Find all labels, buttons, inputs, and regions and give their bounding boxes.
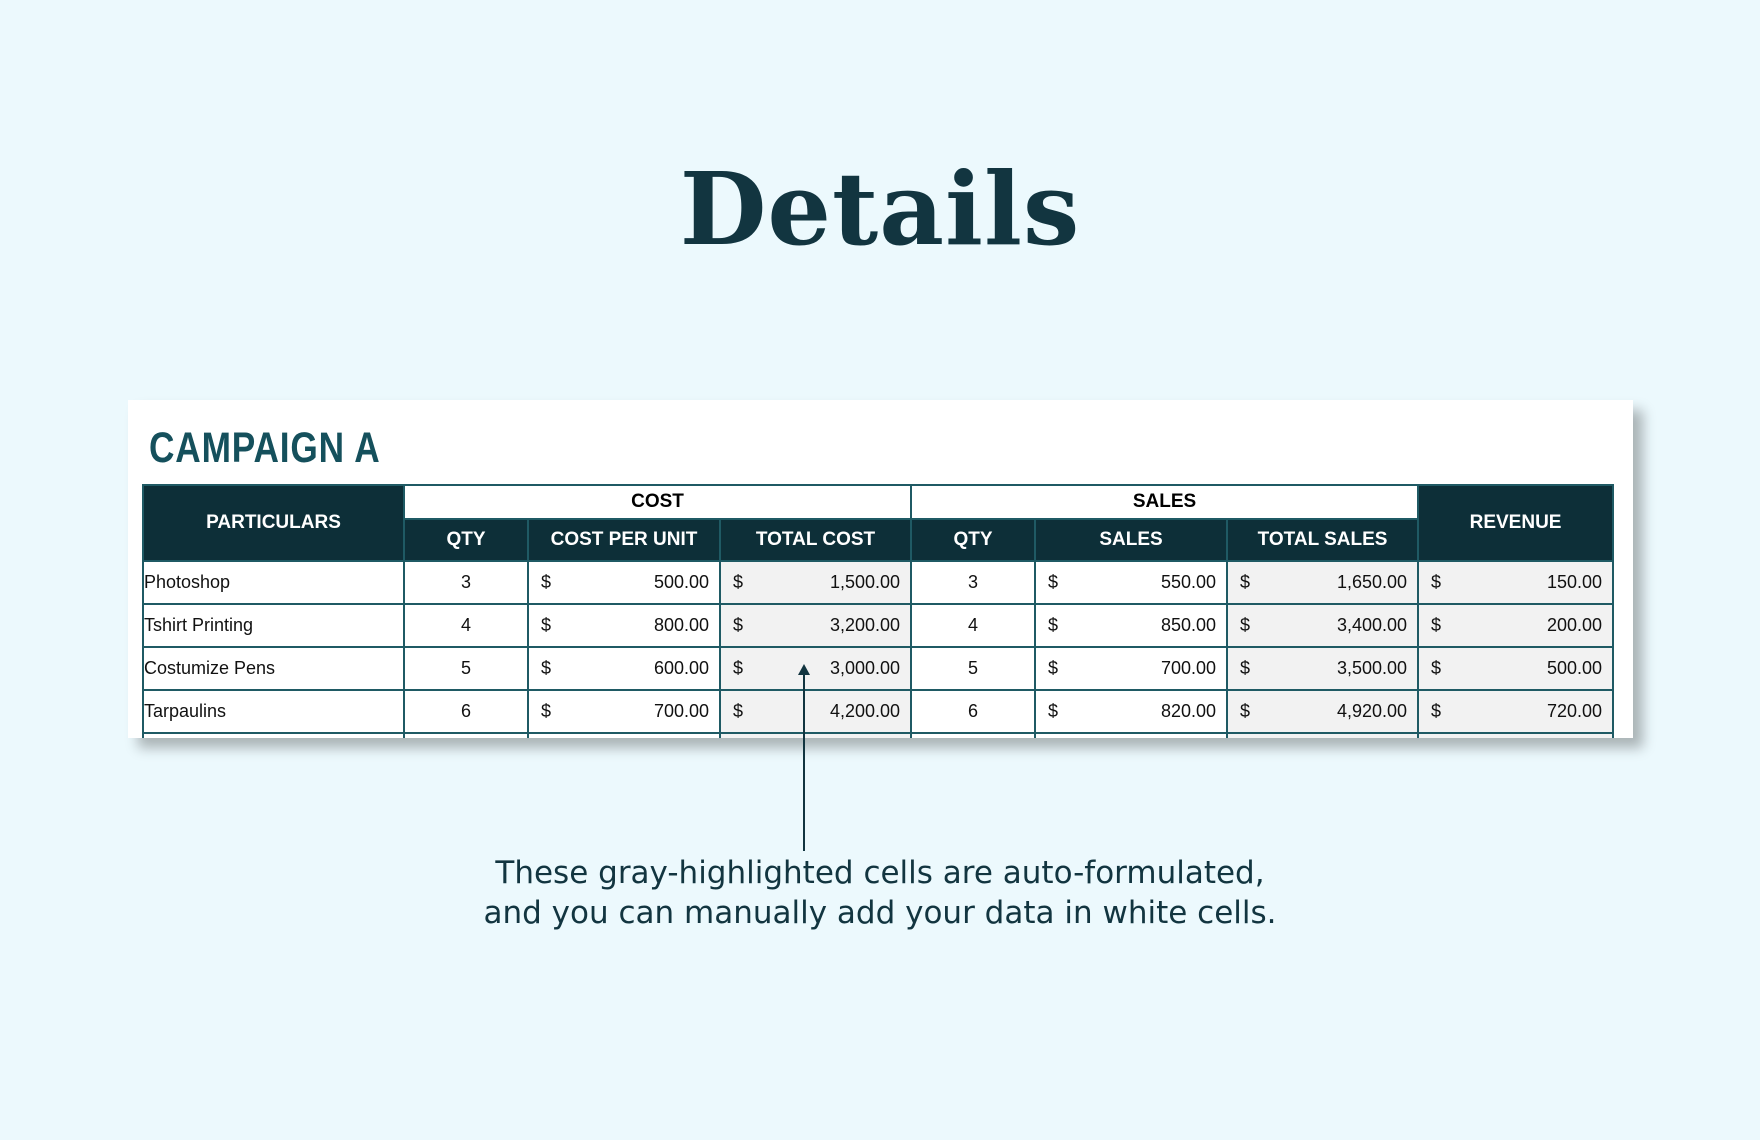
campaign-table — [142, 484, 1614, 738]
currency-symbol: $ — [1048, 701, 1059, 721]
cell-empty[interactable] — [1418, 733, 1613, 738]
cell-value: 550.00 — [1160, 572, 1217, 592]
cell-total-cost[interactable] — [720, 561, 911, 604]
table-row — [143, 561, 1613, 604]
currency-symbol: $ — [1240, 615, 1251, 635]
cell-revenue[interactable] — [1418, 561, 1613, 604]
cell-value: 820.00 — [1160, 701, 1217, 721]
currency-symbol: $ — [733, 658, 744, 678]
cell-total-sales[interactable] — [1227, 647, 1418, 690]
cell-particulars[interactable]: Tshirt Printing — [143, 604, 404, 647]
currency-symbol: $ — [733, 615, 744, 635]
cell-sales[interactable] — [1035, 647, 1227, 690]
annotation-line-2: and you can manually add your data in white cells. — [483, 895, 1277, 931]
cell-particulars[interactable]: Tarpaulins — [143, 690, 404, 733]
header-total-cost[interactable]: TOTAL COST — [720, 519, 911, 561]
currency-symbol: $ — [1240, 658, 1251, 678]
currency-symbol: $ — [733, 701, 744, 721]
cell-value: 150.00 — [1546, 572, 1603, 592]
cell-total-sales[interactable] — [1227, 561, 1418, 604]
cell-cost-per-unit[interactable] — [528, 647, 720, 690]
table-row-partial — [143, 733, 1613, 738]
currency-symbol: $ — [1431, 701, 1442, 721]
currency-symbol: $ — [1431, 572, 1442, 592]
cell-sales[interactable] — [1035, 604, 1227, 647]
spreadsheet-panel — [128, 400, 1633, 738]
cell-empty[interactable] — [404, 733, 528, 738]
cell-value: 700.00 — [653, 701, 709, 721]
currency-symbol: $ — [1431, 658, 1442, 678]
cell-value: 4,920.00 — [1336, 701, 1408, 721]
cell-total-sales[interactable] — [1227, 690, 1418, 733]
annotation-line-1: These gray-highlighted cells are auto-formulated, — [495, 855, 1265, 891]
cell-value: 600.00 — [653, 658, 709, 678]
header-particulars[interactable]: PARTICULARS — [143, 485, 404, 561]
cell-sales[interactable] — [1035, 561, 1227, 604]
header-sales-qty[interactable]: QTY — [911, 519, 1035, 561]
cell-cost-per-unit[interactable] — [528, 690, 720, 733]
header-revenue[interactable]: REVENUE — [1418, 485, 1613, 561]
cell-value: 800.00 — [653, 615, 709, 635]
header-total-sales[interactable]: TOTAL SALES — [1227, 519, 1418, 561]
cell-empty[interactable] — [528, 733, 720, 738]
cell-qty[interactable]: 4 — [404, 604, 528, 647]
cell-value: 720.00 — [1546, 701, 1603, 721]
campaign-title: CAMPAIGN A — [149, 424, 381, 472]
currency-symbol: $ — [1048, 572, 1059, 592]
cell-value: 500.00 — [653, 572, 709, 592]
currency-symbol: $ — [541, 701, 552, 721]
cell-value: 1,500.00 — [829, 572, 901, 592]
header-qty[interactable]: QTY — [404, 519, 528, 561]
cell-value: 1,650.00 — [1336, 572, 1408, 592]
cell-empty[interactable] — [1035, 733, 1227, 738]
cell-total-cost[interactable] — [720, 647, 911, 690]
cell-sales[interactable] — [1035, 690, 1227, 733]
currency-symbol: $ — [541, 615, 552, 635]
cell-cost-per-unit[interactable] — [528, 604, 720, 647]
cell-value: 3,200.00 — [829, 615, 901, 635]
cell-cost-per-unit[interactable] — [528, 561, 720, 604]
cell-value: 700.00 — [1160, 658, 1217, 678]
cell-qty[interactable]: 3 — [404, 561, 528, 604]
currency-symbol: $ — [1240, 572, 1251, 592]
annotation-text — [0, 853, 1760, 933]
annotation-pointer-line — [803, 668, 805, 851]
currency-symbol: $ — [1048, 658, 1059, 678]
currency-symbol: $ — [541, 658, 552, 678]
table-row — [143, 647, 1613, 690]
cell-value: 3,400.00 — [1336, 615, 1408, 635]
cell-value: 850.00 — [1160, 615, 1217, 635]
currency-symbol: $ — [733, 572, 744, 592]
table-row — [143, 690, 1613, 733]
cell-qty[interactable]: 5 — [404, 647, 528, 690]
cell-sales-qty[interactable]: 3 — [911, 561, 1035, 604]
header-sales[interactable]: SALES — [1035, 519, 1227, 561]
cell-revenue[interactable] — [1418, 604, 1613, 647]
cell-value: 3,500.00 — [1336, 658, 1408, 678]
cell-particulars[interactable]: Photoshop — [143, 561, 404, 604]
currency-symbol: $ — [1431, 615, 1442, 635]
cell-sales-qty[interactable]: 6 — [911, 690, 1035, 733]
cell-value: 200.00 — [1546, 615, 1603, 635]
cell-qty[interactable]: 6 — [404, 690, 528, 733]
cell-total-cost[interactable] — [720, 690, 911, 733]
cell-revenue[interactable] — [1418, 647, 1613, 690]
cell-total-sales[interactable] — [1227, 604, 1418, 647]
cell-sales-qty[interactable]: 4 — [911, 604, 1035, 647]
cell-empty[interactable] — [143, 733, 404, 738]
cell-value: 3,000.00 — [829, 658, 901, 678]
cell-value: 4,200.00 — [829, 701, 901, 721]
cell-empty[interactable] — [911, 733, 1035, 738]
header-cost-group[interactable]: COST — [404, 485, 911, 519]
cell-sales-qty[interactable]: 5 — [911, 647, 1035, 690]
cell-total-cost[interactable] — [720, 604, 911, 647]
table-row — [143, 604, 1613, 647]
currency-symbol: $ — [1048, 615, 1059, 635]
cell-value: 500.00 — [1546, 658, 1603, 678]
currency-symbol: $ — [1240, 701, 1251, 721]
cell-empty[interactable] — [720, 733, 911, 738]
page-title: Details — [679, 150, 1081, 268]
cell-revenue[interactable] — [1418, 690, 1613, 733]
cell-empty[interactable] — [1227, 733, 1418, 738]
header-cost-per-unit[interactable]: COST PER UNIT — [528, 519, 720, 561]
header-sales-group[interactable]: SALES — [911, 485, 1418, 519]
currency-symbol: $ — [541, 572, 552, 592]
cell-particulars[interactable]: Costumize Pens — [143, 647, 404, 690]
